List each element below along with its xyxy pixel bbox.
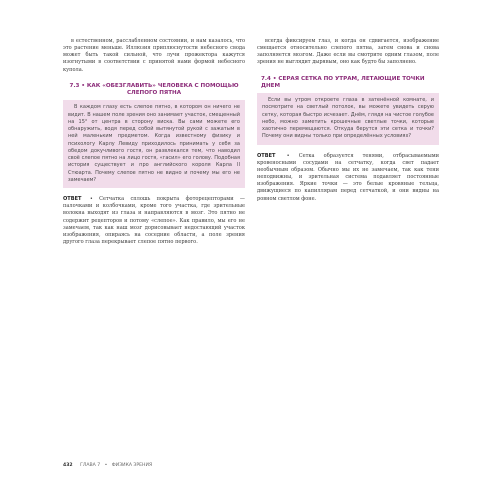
footer-section: ФИЗИКА ЗРЕНИЯ xyxy=(111,463,153,468)
footer-chapter: ГЛАВА 7 xyxy=(80,463,101,468)
left-intro-paragraph: в естественном, расслабленном состоянии, и нам казалось, что это растение меньше. Иллюзия приплюснутости небесного свода может быть такой сильной, что лучи прожектора кажутся изогнутыми в соответствии с принятой нами формой небесного купола. xyxy=(63,38,245,73)
left-question-text: В каждом глазу есть слепое пятно, в котором он ничего не видит. В нашем поле зрения оно занимает участок, смещенный на 15° от центра в сторону виска. Вы сами можете его обнаружить, водя перед собой вытянутой рукой с зажатым в ней маленьким предметом. Когда известному физику и психологу Карлу Левиду приходилось принимать у себя за обедом докучливого гостя, он развлекался тем, что наводил своё слепое пятно на лицо гостя, «гасил» его голову. Подобная история существует и про английского короля Карла II Стюарта. Почему слепое пятно не видно и почему мы его не замечаем? xyxy=(68,104,240,183)
footer-separator-icon: • xyxy=(104,463,108,468)
left-section-heading xyxy=(63,83,245,98)
left-answer-text: Сетчатка сплошь покрыта фоторецепторами — палочками и колбочками, кроме того участка, где зрительные волокна выходят из глаза и направляются в мозг. Это пятно не содержит рецепторов и потому «слепое». Как правило, мы его не замечаем, так как наш мозг дорисовывает недостающий участок изображения, опираясь на соседние области, а поле зрения другого глаза перекрывает слепое пятно первого. xyxy=(63,196,245,245)
right-section-heading xyxy=(257,76,439,91)
page-number: 432 xyxy=(63,463,73,468)
right-answer-bullet: • xyxy=(286,152,290,159)
right-intro-paragraph: всегда фиксируем глаз, и когда он сдвигается, изображение смещается относительно слепого пятна, затем снова и снова заполняется мозгом. Даже если вы смотрите одним глазом, поле зрения не выглядит дырявым, оно как будто бы заполнено. xyxy=(257,38,439,66)
left-answer-bullet: • xyxy=(89,196,93,203)
left-heading-number: 7.3 xyxy=(69,82,80,89)
page-footer xyxy=(63,463,152,468)
right-answer xyxy=(257,153,439,203)
left-question-box xyxy=(63,100,245,188)
right-question-text: Если вы утром откроете глаза в затенённой комнате, и посмотрите на светлый потолок, вы можете увидеть серую сетку, которая быстро исчезает. Днём, глядя на чистое голубое небо, можно заметить крошечные светлые точки, которые хаотично перемещаются. Откуда берутся эти сетка и точки? Почему они видны только при определённых условиях? xyxy=(262,97,434,140)
left-heading-text: КАК «ОБЕЗГЛАВИТЬ» ЧЕЛОВЕКА С ПОМОЩЬЮ СЛЕПОГО ПЯТНА xyxy=(86,82,239,97)
right-heading-text: СЕРАЯ СЕТКА ПО УТРАМ, ЛЕТАЮЩИЕ ТОЧКИ ДНЕМ xyxy=(261,75,425,89)
right-heading-number: 7.4 xyxy=(261,75,271,82)
right-column xyxy=(257,38,439,203)
right-answer-text: Сетка образуется тенями, отбрасываемыми кровеносными сосудами на сетчатку, когда свет падает необычным образом. Обычно мы их не замечаем, так как тени неподвижны, и зрительная система подавляет постоянные изображения. Яркие точки — это белые кровяные тельца, движущиеся по капиллярам перед сетчаткой, и они видны на ровном светлом фоне. xyxy=(257,152,440,202)
right-question-box xyxy=(257,93,439,145)
left-heading-bullet: • xyxy=(81,82,85,89)
left-column xyxy=(63,38,245,246)
left-answer xyxy=(63,196,245,246)
right-answer-label: ОТВЕТ xyxy=(257,152,276,159)
left-answer-label: ОТВЕТ xyxy=(63,196,82,203)
right-heading-bullet: • xyxy=(272,75,277,82)
